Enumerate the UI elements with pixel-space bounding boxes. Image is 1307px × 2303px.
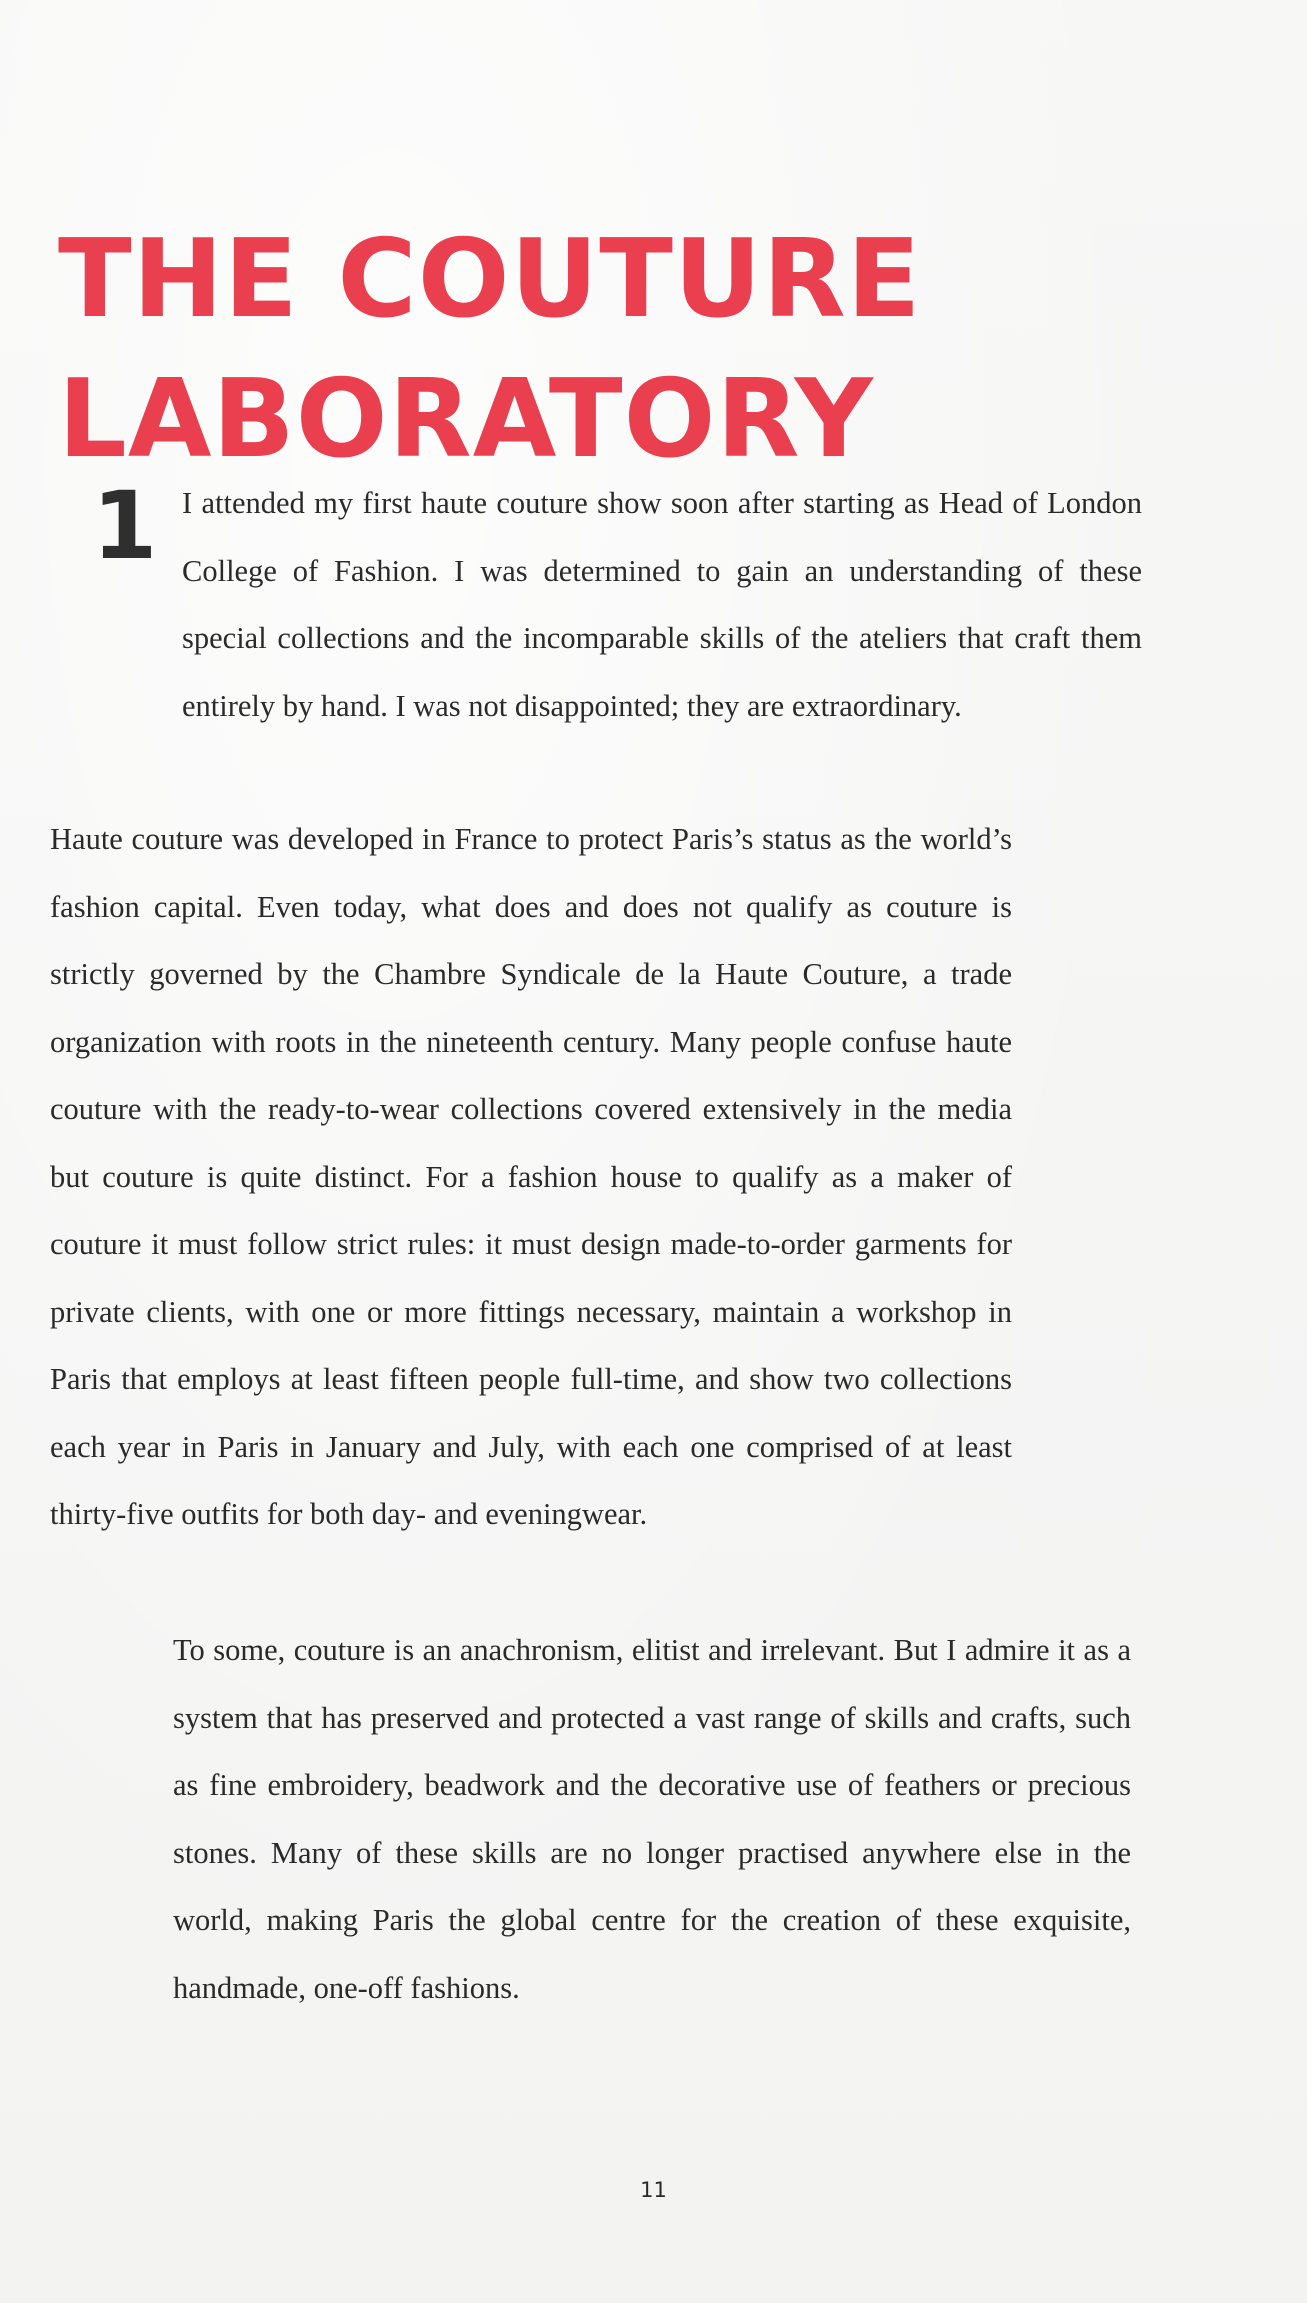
chapter-title [58,210,922,490]
page-number: 11 [640,2178,667,2202]
paragraph-1: I attended my first haute couture show soon after starting as Head of London College of Fashion. I was determined to gain an understanding of these special collections and the incomparable skills of the ateliers that craft them entirely by hand. I was not disappointed; they are extraordinary. [182,486,1142,723]
paragraph-3: To some, couture is an anachronism, elitist and irrelevant. But I admire it as a system that has preserved and protected a vast range of skills and crafts, such as fine embroidery, beadwork and the decorative use of feathers or precious stones. Many of these skills are no longer practised anywhere else in the world, making Paris the global centre for the creation of these exquisite, handmade, one-off fashions. [173,1633,1131,2005]
chapter-number: 1 [92,472,158,581]
paragraph-2: Haute couture was developed in France to protect Paris’s status as the world’s fashion capital. Even today, what does and does not qualify as couture is strictly governed by the Chambre Syndicale de la Haute Couture, a trade organization with roots in the nineteenth century. Many people confuse haute couture with the ready-to-wear collections covered extensively in the media but couture is quite distinct. For a fashion house to qualify as a maker of couture it must follow strict rules: it must design made-to-order garments for private clients, with one or more fittings necessary, maintain a workshop in Paris that employs at least fifteen people full-time, and show two collections each year in Paris in January and July, with each one comprised of at least thirty-five outfits for both day- and eveningwear. [50,822,1012,1531]
chapter-title-line-1: THE COUTURE [58,217,922,342]
chapter-title-line-2: LABORATORY [58,357,874,482]
